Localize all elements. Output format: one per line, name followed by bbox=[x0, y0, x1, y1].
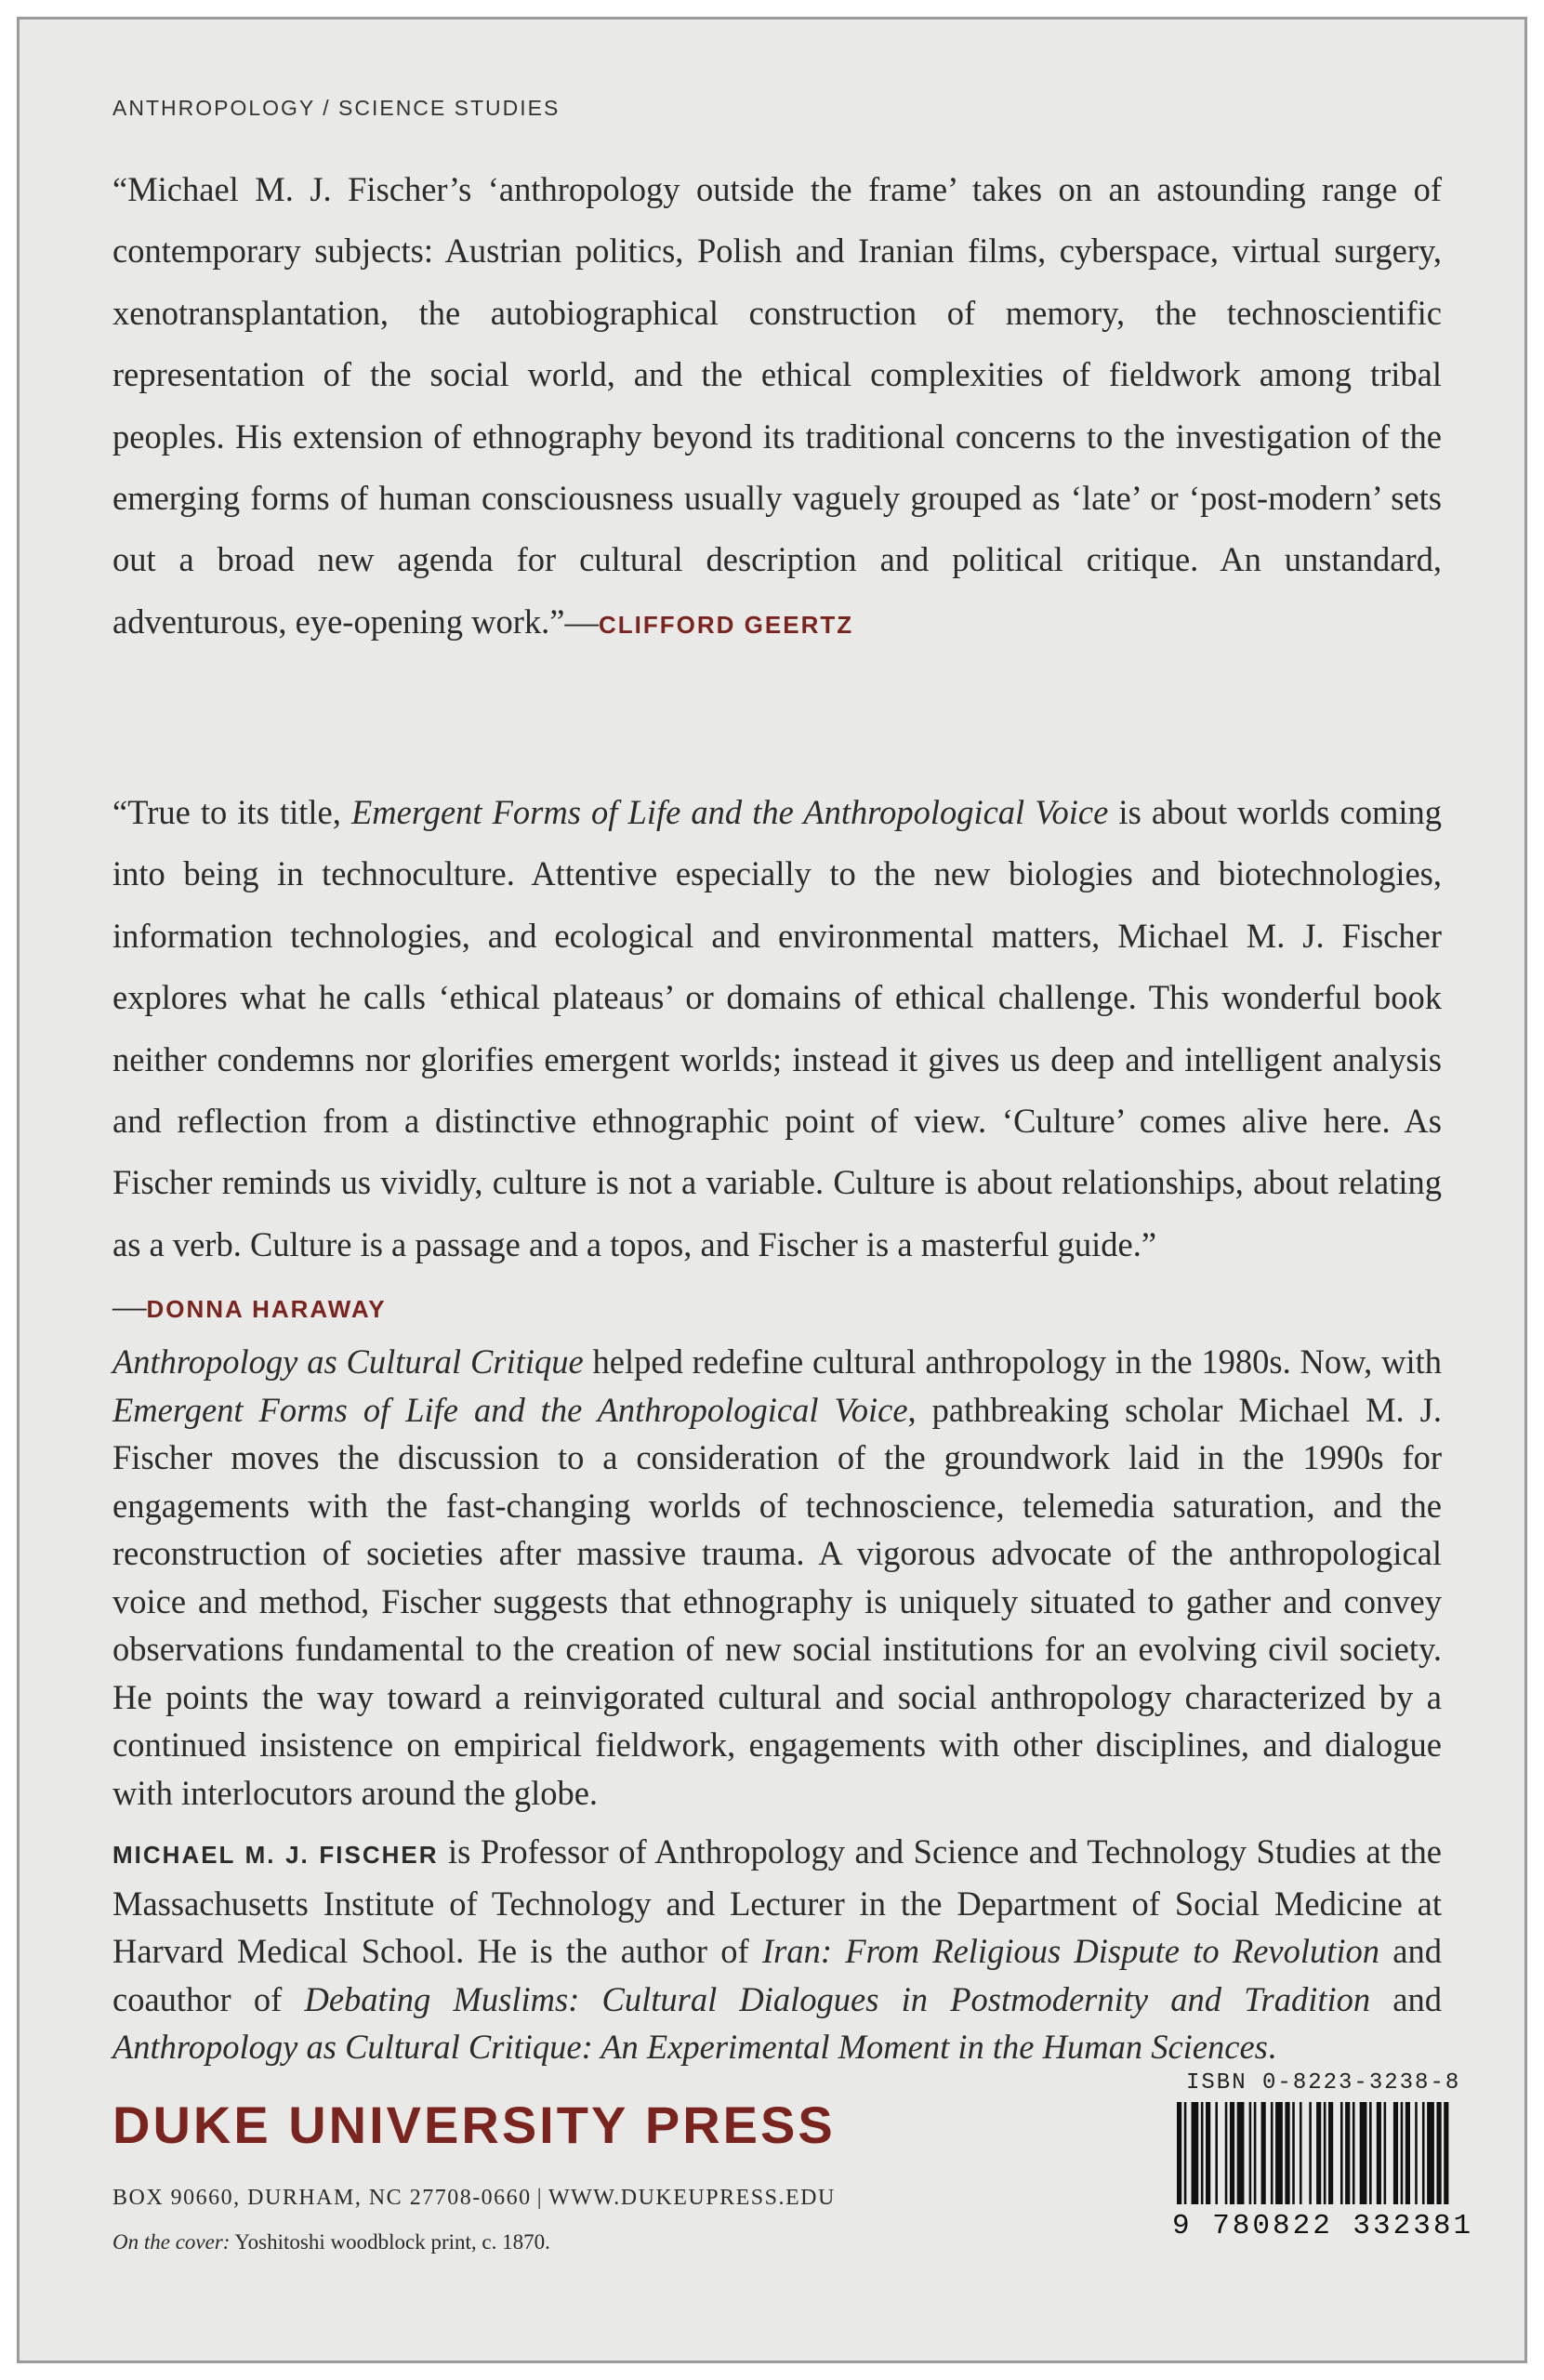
attribution-haraway: DONNA HARAWAY bbox=[146, 1295, 387, 1324]
description-title-1: Anthropology as Cultural Critique bbox=[112, 1342, 584, 1381]
barcode-bar bbox=[1254, 2102, 1257, 2204]
blurb-haraway-book-title: Emergent Forms of Life and the Anthropological Voice bbox=[350, 793, 1109, 831]
blurb-haraway-dash: — bbox=[112, 1287, 147, 1326]
back-cover bbox=[17, 17, 1527, 2363]
author-bio bbox=[112, 1828, 1442, 2071]
bio-text-2: and coauthor of bbox=[112, 1932, 1443, 2018]
barcode-bar bbox=[1275, 2102, 1283, 2204]
address-separator: | bbox=[536, 2186, 543, 2210]
barcode-bar bbox=[1340, 2102, 1343, 2204]
publisher-name: DUKE UNIVERSITY PRESS bbox=[112, 2096, 836, 2154]
barcode-bar bbox=[1316, 2102, 1321, 2204]
bio-book-2: Debating Muslims: Cultural Dialogues in Postmodernity and Tradition bbox=[304, 1979, 1371, 2018]
barcode-bar bbox=[1353, 2102, 1355, 2204]
bio-text-4: . bbox=[1267, 2028, 1276, 2066]
description-text-2: , pathbreaking scholar Michael M. J. Fischer moves the discussion to a consideration of the groundwork laid in the 1990s for engagements with the fast-changing worlds of technoscience, telemedia saturation, and the reconstruction of societies after massive trauma. A vigorous advocate of the anthropological voice and method, Fischer suggests that ethnography is uniquely situated to gather and convey observations fundamental to the creation of new social institutions for an evolving civil society. He points the way toward a reinvigorated cultural and social anthropology characterized by a continued insistence on empirical fieldwork, engagements with other disciplines, and dialogue with interlocutors around the globe. bbox=[112, 1390, 1442, 1812]
barcode-digits: 9 780822 332381 bbox=[1172, 2210, 1474, 2242]
cover-credit bbox=[112, 2230, 550, 2254]
attribution-geertz: CLIFFORD GEERTZ bbox=[599, 610, 854, 639]
barcode-bar bbox=[1261, 2102, 1266, 2204]
barcode-bar bbox=[1444, 2102, 1448, 2204]
barcode-bar bbox=[1292, 2102, 1295, 2204]
barcode-bar bbox=[1206, 2102, 1210, 2204]
barcode-bar bbox=[1300, 2102, 1302, 2204]
barcode-bar bbox=[1360, 2102, 1367, 2204]
barcode-bar bbox=[1401, 2102, 1404, 2204]
barcode-bar bbox=[1427, 2102, 1434, 2204]
barcode-icon bbox=[1177, 2102, 1451, 2204]
barcode-bar bbox=[1436, 2102, 1441, 2204]
book-description bbox=[112, 1338, 1442, 1817]
blurb-geertz-text: “Michael M. J. Fischer’s ‘anthropology outside the frame’ takes on an astounding range of contemporary subjects: Austrian politics, Polish and Iranian films, cyberspace, virtual surgery, xenotransplantation, the autobiographical construction of memory, the technoscientific representation of the social world, and the ethical complexities of fieldwork among tribal peoples. His extension of ethnography beyond its traditional concerns to the investigation of the emerging forms of human consciousness usually vaguely grouped as ‘late’ or ‘post-modern’ sets out a broad new agenda for cultural description and political critique. An unstandard, adventurous, eye-opening work.” bbox=[112, 170, 1442, 641]
barcode-bar bbox=[1328, 2102, 1333, 2204]
blurb-geertz bbox=[112, 159, 1442, 655]
barcode-bar bbox=[1369, 2102, 1372, 2204]
bio-book-1: Iran: From Religious Dispute to Revolution bbox=[761, 1932, 1380, 1970]
blurb-haraway-text: is about worlds coming into being in technoculture. Attentive especially to the new biologies and biotechnologies, information technologies, and ecological and environmental matters, Michael M. J. Fischer explores what he calls ‘ethical plateaus’ or domains of ethical challenge. This wonderful book neither condemns nor glorifies emergent worlds; instead it gives us deep and intelligent analysis and reflection from a distinctive ethnographic point of view. ‘Culture’ comes alive here. As Fischer reminds us vividly, culture is not a variable. Culture is about relationships, about relating as a verb. Culture is a passage and a topos, and Fischer is a masterful guide.” bbox=[112, 793, 1442, 1263]
barcode-bar bbox=[1230, 2102, 1234, 2204]
cover-credit-label: On the cover: bbox=[112, 2230, 231, 2254]
barcode-bar bbox=[1405, 2102, 1410, 2204]
barcode-bar bbox=[1184, 2102, 1187, 2204]
category-label: ANTHROPOLOGY / SCIENCE STUDIES bbox=[112, 96, 561, 120]
barcode-bar bbox=[1393, 2102, 1398, 2204]
publisher-address: BOX 90660, DURHAM, NC 27708-0660 bbox=[112, 2186, 532, 2210]
barcode-bar bbox=[1271, 2102, 1273, 2204]
barcode-bar bbox=[1215, 2102, 1218, 2204]
barcode-bar bbox=[1309, 2102, 1312, 2204]
bio-text-3: and bbox=[1370, 1979, 1443, 2018]
barcode-bar bbox=[1345, 2102, 1350, 2204]
barcode-bar bbox=[1201, 2102, 1204, 2204]
publisher-website: WWW.DUKEUPRESS.EDU bbox=[548, 2186, 836, 2210]
barcode-bar bbox=[1285, 2102, 1289, 2204]
bio-text-1: is Professor of Anthropology and Science and Technology Studies at the Massachusetts Institute of Technology and Lecturer in the Department of Social Medicine at Harvard Medical School. He is the author of bbox=[112, 1832, 1442, 1970]
bio-book-3: Anthropology as Cultural Critique: An Experimental Moment in the Human Sciences bbox=[112, 2028, 1268, 2066]
description-text-1: helped redefine cultural anthropology in the 1980s. Now, with bbox=[583, 1342, 1442, 1381]
barcode-bar bbox=[1324, 2102, 1326, 2204]
barcode-bar bbox=[1415, 2102, 1418, 2204]
barcode-bar bbox=[1422, 2102, 1425, 2204]
barcode-bar bbox=[1249, 2102, 1252, 2204]
barcode-bar bbox=[1192, 2102, 1199, 2204]
barcode-bar bbox=[1377, 2102, 1381, 2204]
attribution-haraway-line bbox=[112, 1276, 1442, 1340]
blurb-geertz-dash: — bbox=[564, 602, 600, 641]
blurb-haraway-open: “True to its title, bbox=[112, 793, 351, 831]
isbn-text: ISBN 0-8223-3238-8 bbox=[1186, 2070, 1461, 2096]
author-name: MICHAEL M. J. FISCHER bbox=[112, 1841, 439, 1869]
barcode-bar bbox=[1225, 2102, 1228, 2204]
description-title-2: Emergent Forms of Life and the Anthropological Voice bbox=[112, 1390, 908, 1429]
cover-credit-text: Yoshitoshi woodblock print, c. 1870. bbox=[230, 2230, 550, 2254]
blurb-haraway bbox=[112, 782, 1442, 1341]
barcode-bar bbox=[1177, 2102, 1181, 2204]
publisher-address-line bbox=[112, 2186, 836, 2211]
barcode-bar bbox=[1384, 2102, 1387, 2204]
barcode-bar bbox=[1237, 2102, 1245, 2204]
